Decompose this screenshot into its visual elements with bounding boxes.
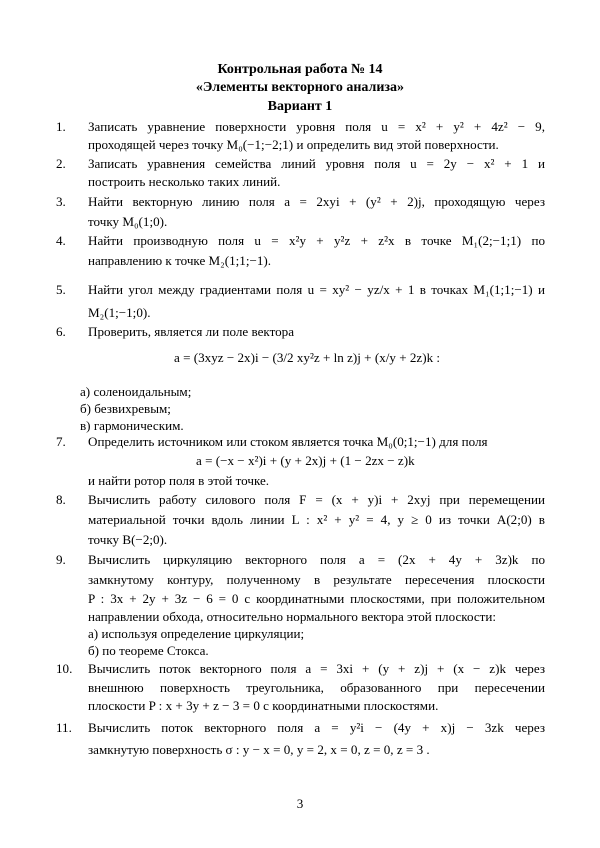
task-9-line-2: замкнутому контуру, полученному в результате пересечения плоскости [88, 572, 545, 587]
variant-title: Вариант 1 [267, 99, 333, 114]
task-6-line-1: Проверить, является ли поле вектора [88, 324, 295, 339]
work-subtitle: «Элементы векторного анализа» [195, 80, 405, 95]
work-title: Контрольная работа № 14 [217, 62, 383, 77]
task-8-line-1: Вычислить работу силового поля F = (x + y)i + 2xyj при перемещении [88, 492, 545, 507]
task-2-line-2: построить несколько таких линий. [88, 174, 281, 189]
task-4-line-1: Найти производную поля u = x²y + y²z + z²x в точке M₁(2;−1;1) по [88, 233, 545, 248]
task-9-option-a: а) используя определение циркуляции; [88, 626, 305, 641]
task-8-line-3: точку B(−2;0). [88, 532, 168, 547]
task-6-number: 6. [56, 324, 66, 339]
task-5-line-1: Найти угол между градиентами поля u = xy² − yz/x + 1 в точках M₁(1;1;−1) и [88, 282, 545, 297]
task-10-line-2: внешнюю поверхность треугольника, образованного при пересечении [88, 680, 545, 695]
task-11-number: 11. [56, 720, 72, 735]
task-7-line-1: Определить источником или стоком является точка M₀(0;1;−1) для поля [88, 434, 488, 449]
task-9-option-b: б) по теореме Стокса. [88, 643, 209, 658]
page-number: 3 [296, 796, 304, 811]
task-3-line-2: точку M₀(1;0). [88, 214, 168, 229]
task-6-option-a: а) соленоидальным; [80, 384, 192, 399]
task-4-line-2: направлению к точке M₂(1;1;−1). [88, 253, 272, 268]
task-5-line-2: M₂(1;−1;0). [88, 305, 151, 320]
task-10-line-3: плоскости P : x + 3y + z − 3 = 0 с координатными плоскостями. [88, 698, 439, 713]
task-2-number: 2. [56, 156, 66, 171]
task-9-line-4: направлении обхода, относительно нормального вектора этой плоскости: [88, 609, 497, 624]
task-7-formula: a = (−x − x²)i + (y + 2x)j + (1 − 2zx − z)k [196, 453, 415, 468]
task-8-line-2: материальной точки вдоль линии L : x² + y² = 4, y ≥ 0 из точки A(2;0) в [88, 512, 545, 527]
task-7-number: 7. [56, 434, 66, 449]
task-7-line-3: и найти ротор поля в этой точке. [88, 473, 270, 488]
task-1-line-1: Записать уравнение поверхности уровня поля u = x² + y² + 4z² − 9, [88, 119, 545, 134]
task-6-option-c: в) гармоническим. [80, 418, 184, 433]
task-11-line-2: замкнутую поверхность σ : y − x = 0, y = 2, x = 0, z = 0, z = 3 . [88, 742, 430, 757]
task-2-line-1: Записать уравнения семейства линий уровня поля u = 2y − x² + 1 и [88, 156, 545, 171]
task-10-line-1: Вычислить поток векторного поля a = 3xi + (y + z)j + (x − z)k через [88, 661, 545, 676]
task-9-line-1: Вычислить циркуляцию векторного поля a = (2x + 4y + 3z)k по [88, 552, 545, 567]
task-6-formula: a = (3xyz − 2x)i − (3/2 xy²z + ln z)j + (x/y + 2z)k : [174, 350, 441, 365]
task-3-number: 3. [56, 194, 66, 209]
task-9-line-3: P : 3x + 2y + 3z − 6 = 0 с координатными плоскостями, при положительном [88, 591, 545, 606]
task-1-number: 1. [56, 119, 66, 134]
task-3-line-1: Найти векторную линию поля a = 2xyi + (y² + 2)j, проходящую через [88, 194, 545, 209]
task-10-number: 10. [56, 661, 73, 676]
task-8-number: 8. [56, 492, 66, 507]
task-4-number: 4. [56, 233, 66, 248]
task-1-line-2: проходящей через точку M₀(−1;−2;1) и определить вид этой поверхности. [88, 137, 499, 152]
task-6-option-b: б) безвихревым; [80, 401, 171, 416]
task-11-line-1: Вычислить поток векторного поля a = y²i − (4y + x)j − 3zk через [88, 720, 545, 735]
task-5-number: 5. [56, 282, 66, 297]
task-9-number: 9. [56, 552, 66, 567]
